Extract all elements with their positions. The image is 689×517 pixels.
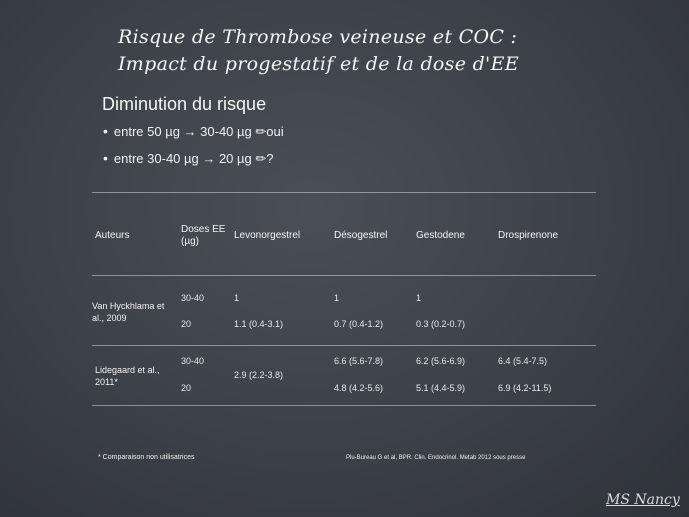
bullet-item <box>103 123 284 140</box>
slide-title-line1: Risque de Thrombose veineuse et COC : <box>118 26 518 48</box>
deso-cell: 1 <box>334 293 340 303</box>
dose-cell: 20 <box>181 319 192 329</box>
drosp-cell: 6.4 (5.4-7.5) <box>498 356 548 366</box>
footnote-left: * Comparaison non utilisatrices <box>98 454 195 461</box>
author-cell: Van Hyckhlama et al., 2009 <box>92 301 165 323</box>
gesto-cell: 0.3 (0.2-0.7) <box>416 319 466 329</box>
header-gestodene: Gestodene <box>416 230 465 241</box>
levo-merged-cell: 2.9 (2.2-3.8) <box>234 370 284 380</box>
drosp-cell: 6.9 (4.2-11.5) <box>498 383 552 393</box>
table-top-rule <box>92 192 596 193</box>
table-bottom-rule <box>92 405 596 406</box>
deso-cell: 4.8 (4.2-5.6) <box>334 383 384 393</box>
header-doses: Doses EE (µg) <box>181 224 226 247</box>
dose-cell: 20 <box>181 383 192 393</box>
slide-title <box>118 24 618 78</box>
gesto-cell: 6.2 (5.6-6.9) <box>416 356 466 366</box>
author-cell: Lidegaard et al., 2011* <box>95 365 160 387</box>
table-header-rule <box>92 275 596 276</box>
header-desogestrel: Désogestrel <box>334 230 388 241</box>
bullet-item <box>103 150 273 167</box>
levo-cell: 1.1 (0.4-3.1) <box>234 319 284 329</box>
header-drospirenone: Drospirenone <box>498 230 559 241</box>
signature: MS Nancy <box>606 492 680 508</box>
footnote-citation: Plu-Bureau G et al, BPR. Clin. Endocrinol. Metab 2012 sous presse <box>346 455 526 461</box>
dose-cell: 30-40 <box>181 356 205 366</box>
bullet-text: entre 50 µg → 30-40 µg ✏oui <box>113 124 284 139</box>
bullet-text: entre 30-40 µg → 20 µg ✏? <box>113 151 274 166</box>
slide-title-line2: Impact du progestatif et de la dose d'EE <box>118 53 519 75</box>
subheading: Diminution du risque <box>102 94 267 114</box>
bullet-icon: • <box>103 123 108 139</box>
levo-cell: 1 <box>234 293 240 303</box>
table-group-rule <box>92 345 596 346</box>
dose-cell: 30-40 <box>181 293 205 303</box>
gesto-cell: 5.1 (4.4-5.9) <box>416 383 466 393</box>
deso-cell: 6.6 (5.6-7.8) <box>334 356 384 366</box>
bullet-icon: • <box>103 150 108 166</box>
gesto-cell: 1 <box>416 293 422 303</box>
header-levonorgestrel: Levonorgestrel <box>234 230 301 241</box>
deso-cell: 0.7 (0.4-1.2) <box>334 319 384 329</box>
header-auteurs: Auteurs <box>95 230 130 241</box>
